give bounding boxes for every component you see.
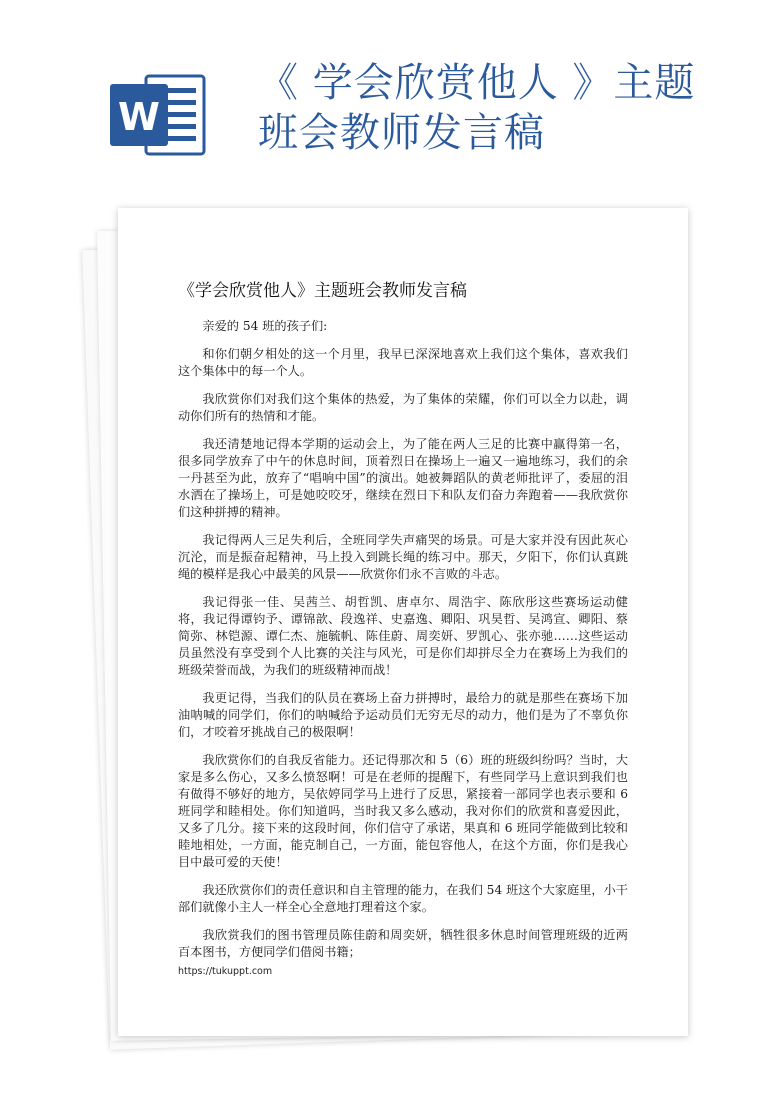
document-body [178, 318, 628, 972]
greeting: 亲爱的 54 班的孩子们: [202, 319, 328, 333]
paragraph: 我还清楚地记得本学期的运动会上，为了能在两人三足的比赛中赢得第一名，很多同学放弃了中午的休息时间，顶着烈日在操场上一遍又一遍地练习，我们的余一丹甚至为此，放弃了“唱响中国”的演出。她被舞蹈队的黄老师批评了，委屈的泪水洒在了操场上，可是她咬咬牙，继续在烈日下和队友们奋力奔跑着——我欣赏你们这种拼搏的精神。 [178, 437, 628, 519]
word-document-icon [108, 70, 208, 160]
page-title-line-2: 班会教师发言稿 [258, 110, 545, 156]
svg-text:W: W [118, 95, 160, 139]
paragraph: 和你们朝夕相处的这一个月里，我早已深深地喜欢上我们这个集体，喜欢我们这个集体中的每一个人。 [178, 347, 628, 378]
paragraph: 我记得两人三足失利后，全班同学失声痛哭的场景。可是大家并没有因此灰心沉沦，而是振奋起精神，马上投入到跳长绳的练习中。那天，夕阳下，你们认真跳绳的模样是我心中最美的风景——欣赏你们永不言败的斗志。 [178, 533, 628, 581]
paragraph: 我更记得，当我们的队员在赛场上奋力拼搏时，最给力的就是那些在赛场下加油呐喊的同学们，你们的呐喊给予运动员们无穷无尽的动力，他们是为了不辜负你们，才咬着牙挑战自己的极限啊！ [178, 691, 628, 739]
paragraph: 我欣赏你们对我们这个集体的热爱，为了集体的荣耀，你们可以全力以赴，调动你们所有的热情和才能。 [178, 392, 628, 423]
paragraph: 我欣赏你们的自我反省能力。还记得那次和 5（6）班的班级纠纷吗？当时，大家是多么伤心，又多么愤怒啊！可是在老师的提醒下，有些同学马上意识到我们也有做得不够好的地方，吴依婷同学马上进行了反思，紧接着一部同学也表示要和 6 班同学和睦相处。你们知道吗，当时我又多么感动，我对你们的欣赏和喜爱因此，又多了几分。接下来的这段时间，你们信守了承诺，果真和 6 班同学能做到比较和睦地相处，一方面，能克制自己，一方面，能包容他人，在这个方面，你们是我心目中最可爱的天使！ [178, 753, 628, 869]
document-page [118, 208, 688, 1036]
paragraph: 我记得张一佳、吴茜兰、胡哲凯、唐卓尔、周浩宇、陈欣彤这些赛场运动健将，我记得谭钧予、谭锦歆、段逸祥、史嘉逸、卿阳、巩昊哲、吴鸿宣、卿阳、蔡简弥、林铠源、谭仁杰、施毓帆、陈佳蔚、周奕妍、罗凯心、张亦驰……这些运动员虽然没有享受到个人比赛的关注与风光，可是你们却拼尽全力在赛场上为我们的班级荣誉而战，为我们的班级精神而战！ [178, 595, 628, 677]
page-title [258, 58, 758, 158]
footer-url: https://tukuppt.com [178, 966, 273, 977]
paragraph: 我欣赏我们的图书管理员陈佳蔚和周奕妍，牺牲很多休息时间管理班级的近两百本图书，方便同学们借阅书籍； [178, 928, 628, 959]
header-banner [0, 0, 780, 200]
paragraph: 我还欣赏你们的责任意识和自主管理的能力，在我们 54 班这个大家庭里，小干部们就像小主人一样全心全意地打理着这个家。 [178, 883, 628, 914]
document-title: 《学会欣赏他人》主题班会教师发言稿 [178, 281, 467, 301]
page-title-line-1: 《 学会欣赏他人 》主题 [258, 60, 696, 106]
